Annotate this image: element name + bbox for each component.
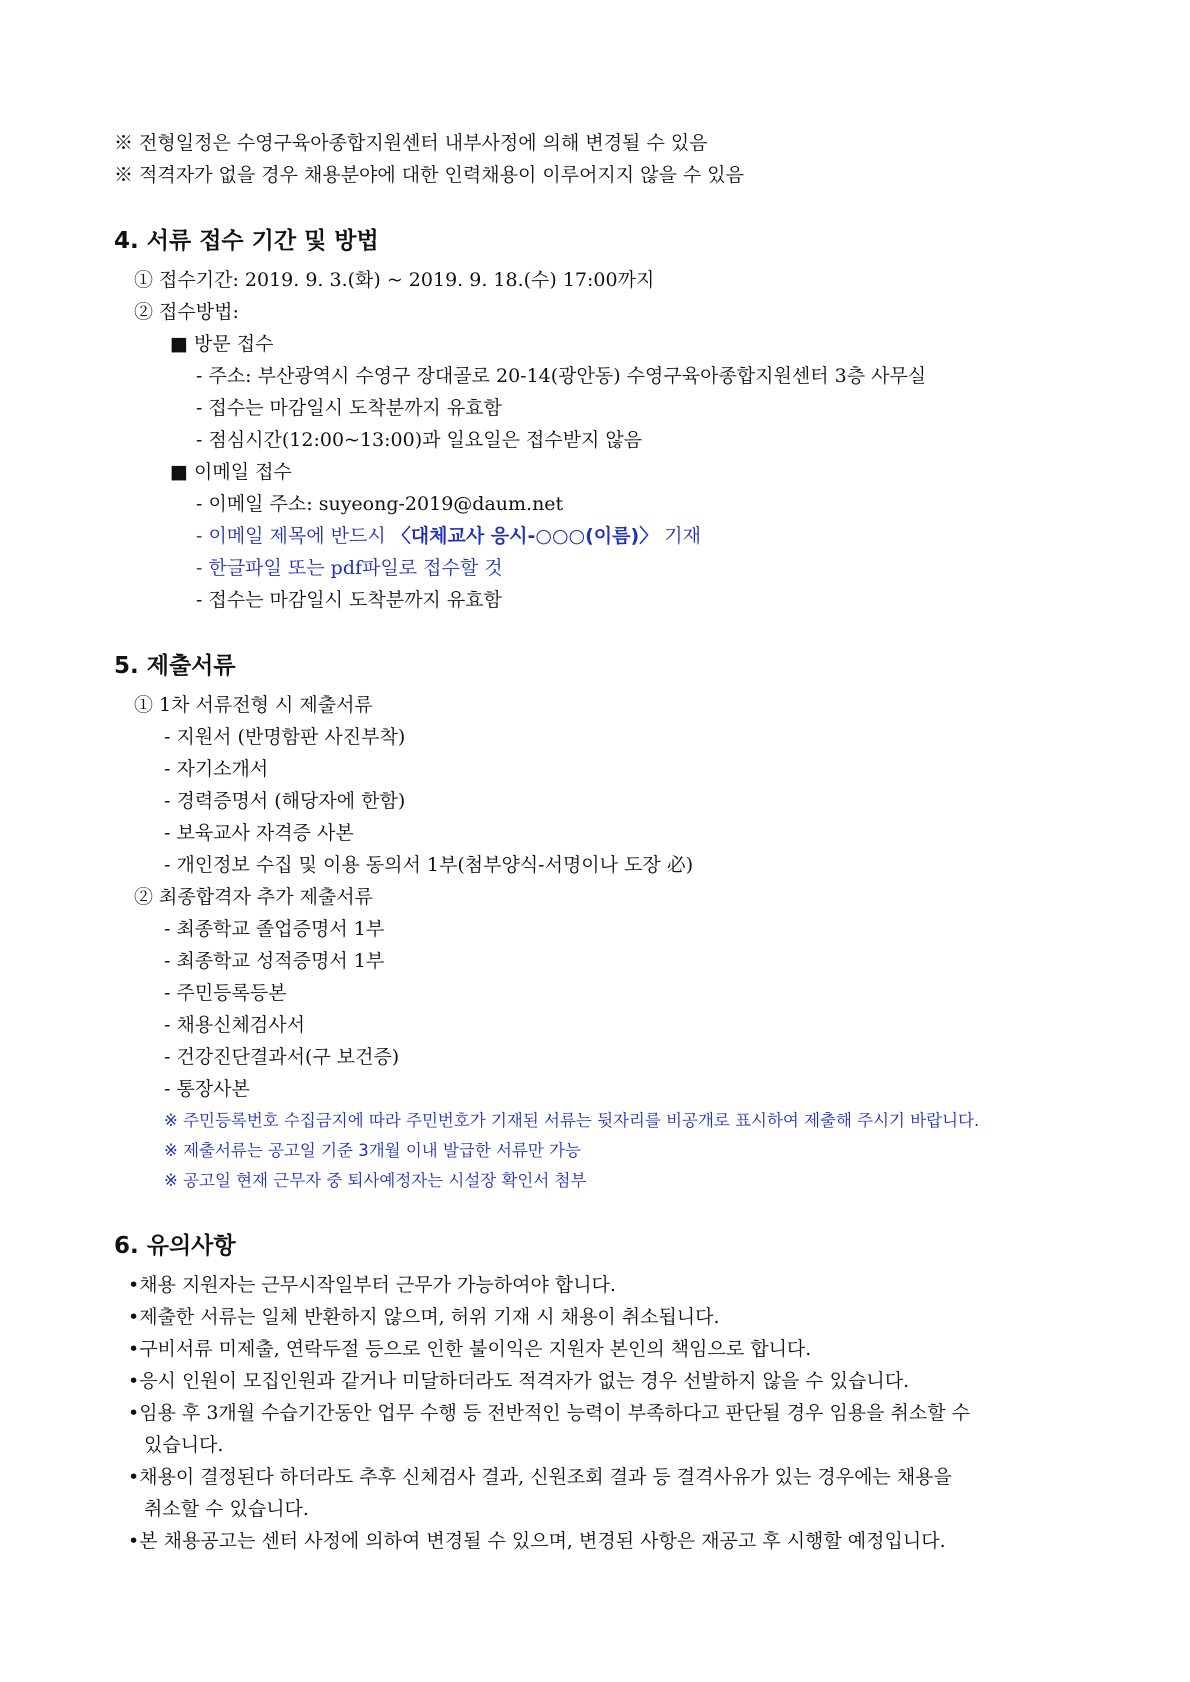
section-5-title: 5. 제출서류 — [114, 653, 236, 679]
section-4-title: 4. 서류 접수 기간 및 방법 — [114, 228, 379, 254]
email-reception-label: ■ 이메일 접수 — [170, 461, 292, 483]
doc-health-cert: - 건강진단결과서(구 보건증) — [164, 1046, 400, 1068]
note-resignation-cert: ※ 공고일 현재 근무자 중 퇴사예정자는 시설장 확인서 첨부 — [164, 1171, 587, 1190]
email-address: - 이메일 주소: suyeong-2019@daum.net — [196, 493, 564, 515]
caution-item: •본 채용공고는 센터 사정에 의하여 변경될 수 있으며, 변경된 사항은 재공고 후 시행할 예정입니다. — [128, 1530, 946, 1552]
doc-physical-exam: - 채용신체검사서 — [164, 1014, 305, 1036]
caution-item: •응시 인원이 모집인원과 같거나 미달하더라도 적격자가 없는 경우 선발하지 않을 수 있습니다. — [128, 1370, 910, 1392]
doc-resident-register: - 주민등록등본 — [164, 982, 287, 1004]
visit-address: - 주소: 부산광역시 수영구 장대골로 20-14(광안동) 수영구육아종합지원센터 3층 사무실 — [196, 365, 927, 387]
visit-lunch-time: - 점심시간(12:00~13:00)과 일요일은 접수받지 않음 — [196, 429, 643, 451]
caution-item-continued: 있습니다. — [144, 1434, 224, 1456]
doc-teacher-license: - 보육교사 자격증 사본 — [164, 822, 354, 844]
caution-item: •구비서류 미제출, 연락두절 등으로 인한 불이익은 지원자 본인의 책임으로 합니다. — [128, 1338, 812, 1360]
doc-career-cert: - 경력증명서 (해당자에 한함) — [164, 790, 406, 812]
doc-self-intro: - 자기소개서 — [164, 758, 269, 780]
email-subject-suffix: 기재 — [658, 525, 701, 547]
email-subject-format: 〈대체교사 응시-○○○(이름)〉 — [391, 525, 659, 547]
note-schedule-change: ※ 전형일정은 수영구육아종합지원센터 내부사정에 의해 변경될 수 있음 — [114, 132, 708, 154]
caution-item: •제출한 서류는 일체 반환하지 않으며, 허위 기재 시 채용이 취소됩니다. — [128, 1306, 720, 1328]
note-no-qualified: ※ 적격자가 없을 경우 채용분야에 대한 인력채용이 이루어지지 않을 수 있음 — [114, 164, 745, 186]
doc-application: - 지원서 (반명함판 사진부착) — [164, 726, 406, 748]
caution-item: •채용이 결정된다 하더라도 추후 신체검사 결과, 신원조회 결과 등 결격사유가 있는 경우에는 채용을 — [128, 1466, 952, 1488]
visit-deadline: - 접수는 마감일시 도착분까지 유효함 — [196, 397, 502, 419]
section-6-title: 6. 유의사항 — [114, 1233, 236, 1259]
email-file-format: - 한글파일 또는 pdf파일로 접수할 것 — [196, 557, 503, 579]
visit-reception-label: ■ 방문 접수 — [170, 333, 274, 355]
final-docs-label: ② 최종합격자 추가 제출서류 — [134, 886, 374, 908]
note-issue-date: ※ 제출서류는 공고일 기준 3개월 이내 발급한 서류만 가능 — [164, 1141, 581, 1160]
reception-period: ① 접수기간: 2019. 9. 3.(화) ~ 2019. 9. 18.(수) 17:00까지 — [134, 269, 655, 291]
doc-privacy-consent: - 개인정보 수집 및 이용 동의서 1부(첨부양식-서명이나 도장 必) — [164, 854, 694, 876]
caution-item: •채용 지원자는 근무시작일부터 근무가 가능하여야 합니다. — [128, 1274, 616, 1296]
reception-method: ② 접수방법: — [134, 301, 239, 323]
doc-graduation-cert: - 최종학교 졸업증명서 1부 — [164, 918, 385, 940]
email-subject-prefix: - 이메일 제목에 반드시 — [196, 525, 392, 547]
caution-item-continued: 취소할 수 있습니다. — [144, 1498, 309, 1520]
caution-item: •임용 후 3개월 수습기간동안 업무 수행 등 전반적인 능력이 부족하다고 판단될 경우 임용을 취소할 수 — [128, 1402, 971, 1424]
doc-bankbook-copy: - 통장사본 — [164, 1078, 250, 1100]
email-deadline: - 접수는 마감일시 도착분까지 유효함 — [196, 589, 502, 611]
email-subject-rule — [196, 521, 701, 551]
note-resident-number: ※ 주민등록번호 수집금지에 따라 주민번호가 기재된 서류는 뒷자리를 비공개로 표시하여 제출해 주시기 바랍니다. — [164, 1111, 980, 1130]
first-round-label: ① 1차 서류전형 시 제출서류 — [134, 694, 373, 716]
doc-transcript: - 최종학교 성적증명서 1부 — [164, 950, 385, 972]
